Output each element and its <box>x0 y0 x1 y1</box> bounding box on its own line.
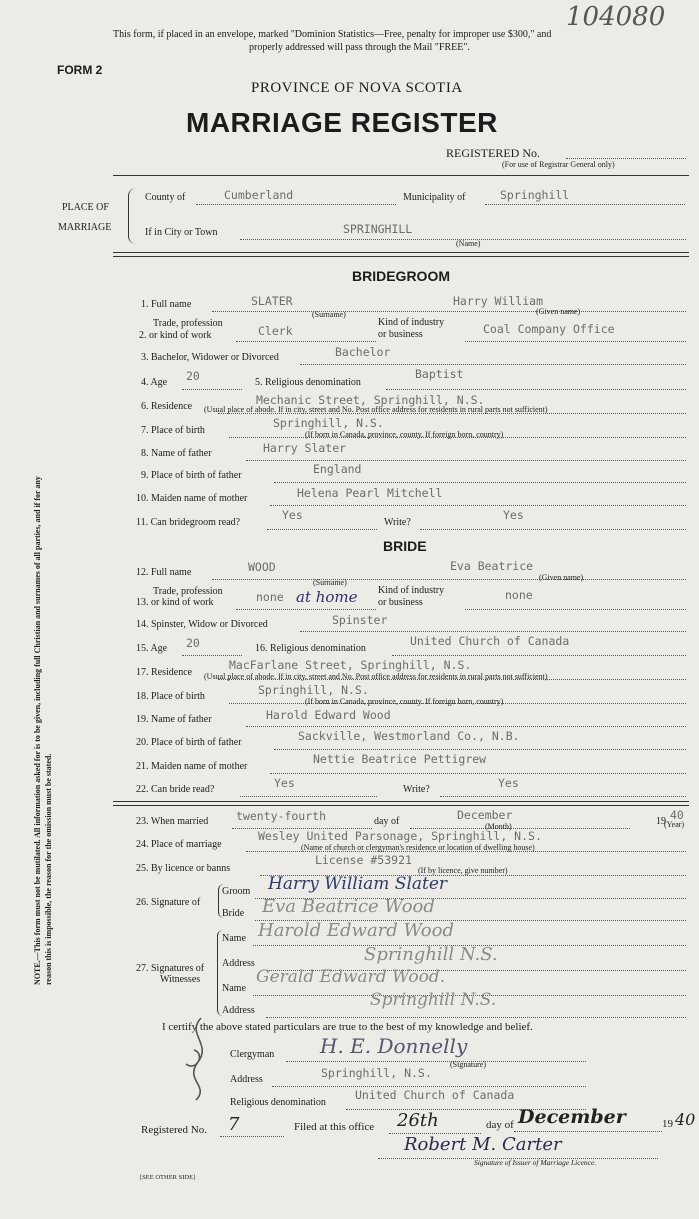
bride-residence-label: 17. Residence <box>136 667 193 678</box>
registered-value: 7 <box>228 1114 240 1135</box>
bride-trade-hand: at home <box>296 588 358 606</box>
groom-surname: SLATER <box>251 294 293 308</box>
groom-mother: Helena Pearl Mitchell <box>297 486 443 500</box>
county-value: Cumberland <box>224 188 294 202</box>
groom-write: Yes <box>503 508 524 522</box>
groom-father-birth-label: 9. Place of birth of father <box>141 470 242 481</box>
notice-line-1: This form, if placed in an envelope, marked "Dominion Statistics—Free, penalty for improper use $300," and <box>113 29 552 40</box>
when-married-label: 23. When married <box>136 816 209 827</box>
groom-trade: Clerk <box>258 324 293 338</box>
registered-no-line <box>566 158 686 159</box>
groom-father: Harry Slater <box>263 441 347 455</box>
stamp-number: 104080 <box>566 2 666 32</box>
groom-birthplace: Springhill, N.S. <box>273 416 384 430</box>
groom-father-label: 8. Name of father <box>141 448 212 459</box>
municipality-value: Springhill <box>500 188 570 202</box>
place-of-marriage-label: 24. Place of marriage <box>136 839 222 850</box>
bride-birthplace-label: 18. Place of birth <box>136 691 205 702</box>
groom-status: Bachelor <box>335 345 391 359</box>
groom-given-caption: (Given name) <box>536 307 581 316</box>
bride-industry-line <box>465 609 686 610</box>
groom-status-label: 3. Bachelor, Widower or Divorced <box>141 352 279 363</box>
groom-mother-line <box>270 505 686 506</box>
bride-trade-label-b: 13. or kind of work <box>136 597 214 608</box>
groom-age: 20 <box>186 369 200 383</box>
bride-given-name: Eva Beatrice <box>450 559 534 573</box>
bride-surname-caption: (Surname) <box>313 578 347 587</box>
clergy-address-label: Address <box>230 1074 263 1085</box>
clergyman-line <box>286 1061 586 1062</box>
groom-industry: Coal Company Office <box>483 322 615 336</box>
filed-label: Filed at this office <box>294 1121 375 1133</box>
bride-status-line <box>300 631 686 632</box>
clergyman-signature-caption: (Signature) <box>450 1060 486 1069</box>
municipality-label: Municipality of <box>403 192 466 203</box>
clergy-religion-label: Religious denomination <box>230 1097 326 1108</box>
place-label-2: MARRIAGE <box>58 222 112 233</box>
groom-industry-label-b: or business <box>378 329 423 340</box>
licence-caption: (If by licence, give number) <box>418 866 508 875</box>
city-value: SPRINGHILL <box>343 222 413 236</box>
groom-father-birth: England <box>313 462 362 476</box>
place-bottom-rule-1 <box>113 252 689 253</box>
bride-surname: WOOD <box>248 560 276 574</box>
bride-status-label: 14. Spinster, Widow or Divorced <box>136 619 268 630</box>
witness-signatures-label-b: Witnesses <box>160 974 201 985</box>
bride-fullname-line <box>212 579 686 580</box>
marriage-day: twenty-fourth <box>236 809 327 823</box>
page-title: MARRIAGE REGISTER <box>186 107 498 138</box>
registrar-note: (For use of Registrar General only) <box>502 160 615 169</box>
filed-day: 26th <box>397 1110 439 1131</box>
groom-age-line <box>182 389 242 390</box>
bride-write-line <box>440 796 686 797</box>
groom-read-line <box>267 529 377 530</box>
marriage-year-suffix: 40 <box>670 808 684 822</box>
bride-father: Harold Edward Wood <box>266 708 391 722</box>
clergyman-signature: H. E. Donnelly <box>320 1034 468 1058</box>
signature-of-label: 26. Signature of <box>136 897 201 908</box>
bride-bottom-rule-1 <box>113 801 689 802</box>
county-label: County of <box>145 192 186 203</box>
groom-residence-label: 6. Residence <box>141 401 193 412</box>
notice-line-2: properly addressed will pass through the Mail "FREE". <box>249 42 470 53</box>
day-of-label: day of <box>374 816 400 827</box>
groom-trade-label-a: Trade, profession <box>153 318 223 329</box>
bride-industry-label-b: or business <box>378 597 423 608</box>
bride-industry: none <box>505 588 533 602</box>
place-top-rule <box>113 175 689 176</box>
groom-industry-label-a: Kind of industry <box>378 317 445 328</box>
bride-sig-label: Bride <box>222 908 245 919</box>
bride-write: Yes <box>498 776 519 790</box>
groom-fullname-line <box>212 311 686 312</box>
bride-write-label: Write? <box>403 784 430 795</box>
witness1-name-label: Name <box>222 933 246 944</box>
bride-father-label: 19. Name of father <box>136 714 212 725</box>
groom-religion-line <box>386 389 686 390</box>
groom-industry-line <box>465 341 686 342</box>
groom-signature: Harry William Slater <box>268 874 448 894</box>
name-caption: (Name) <box>456 239 481 248</box>
bride-given-caption: (Given name) <box>539 573 584 582</box>
province-heading: PROVINCE OF NOVA SCOTIA <box>251 80 463 96</box>
witness1-address-label: Address <box>222 958 255 969</box>
bride-father-line <box>246 726 686 727</box>
filed-year-prefix: 19 <box>662 1118 673 1130</box>
licence-label: 25. By licence or banns <box>136 863 231 874</box>
bride-age-line <box>182 655 242 656</box>
county-line <box>196 204 396 205</box>
groom-age-label: 4. Age <box>141 377 168 388</box>
bride-residence: MacFarlane Street, Springhill, N.S. <box>229 658 472 672</box>
bride-religion: United Church of Canada <box>410 634 570 648</box>
municipality-line <box>485 204 685 205</box>
bride-residence-caption: (Usual place of abode. If in city, street and No. Post office address for residents in rural parts not sufficient) <box>204 672 548 681</box>
bride-status: Spinster <box>332 613 388 627</box>
bridegroom-heading: BRIDEGROOM <box>352 268 450 284</box>
filed-month: December <box>518 1106 626 1128</box>
city-label: If in City or Town <box>145 227 218 238</box>
bride-trade-label-a: Trade, profession <box>153 586 223 597</box>
sidebar-note: NOTE.—This form must not be mutilated. All information asked for is to be given, including full Christian and surnames of all parties, and if for any reason this is impossible, the reason for the omission must be stated. <box>33 476 53 985</box>
groom-birth-caption: (If born in Canada, province, county. If foreign born, country) <box>305 430 504 439</box>
groom-mother-label: 10. Maiden name of mother <box>136 493 248 504</box>
groom-status-line <box>300 364 686 365</box>
filed-day-of-label: day of <box>486 1119 514 1131</box>
place-brace <box>128 188 137 244</box>
bride-birth-caption: (If born in Canada, province, county. If foreign born, country) <box>305 697 504 706</box>
bride-father-birth-label: 20. Place of birth of father <box>136 737 242 748</box>
place-label-1: PLACE OF <box>62 202 109 213</box>
groom-residence: Mechanic Street, Springhill, N.S. <box>256 393 485 407</box>
groom-birthplace-label: 7. Place of birth <box>141 425 205 436</box>
bride-fullname-label: 12. Full name <box>136 567 192 578</box>
groom-sig-label: Groom <box>222 886 251 897</box>
flourish-mark <box>176 1014 226 1104</box>
groom-religion: Baptist <box>415 367 464 381</box>
clergy-address-line <box>272 1086 586 1087</box>
bride-religion-line <box>392 655 686 656</box>
witness2-name: Gerald Edward Wood. <box>256 967 446 987</box>
month-caption: (Month) <box>485 822 512 831</box>
registered-label: Registered No. <box>141 1124 207 1136</box>
groom-residence-caption: (Usual place of abode. If in city, street and No. Post office address for residents in rural parts not sufficient) <box>204 405 548 414</box>
bride-age: 20 <box>186 636 200 650</box>
groom-write-label: Write? <box>384 517 411 528</box>
marriage-place: Wesley United Parsonage, Springhill, N.S. <box>258 829 542 843</box>
groom-surname-caption: (Surname) <box>312 310 346 319</box>
groom-trade-label-b: 2. or kind of work <box>139 330 212 341</box>
bride-mother-label: 21. Maiden name of mother <box>136 761 248 772</box>
bride-father-birth: Sackville, Westmorland Co., N.B. <box>298 729 520 743</box>
groom-fullname-label: 1. Full name <box>141 299 192 310</box>
place-bottom-rule-2 <box>113 256 689 257</box>
bride-read: Yes <box>274 776 295 790</box>
marriage-year-prefix: 19 <box>656 816 666 827</box>
witness2-address: Springhill N.S. <box>370 990 497 1010</box>
groom-write-line <box>420 529 686 530</box>
bride-industry-label-a: Kind of industry <box>378 585 445 596</box>
groom-read-label: 11. Can bridegroom read? <box>136 517 241 528</box>
witness1-name: Harold Edward Wood <box>258 920 454 941</box>
groom-religion-label: 5. Religious denomination <box>255 377 361 388</box>
issuer-signature: Robert M. Carter <box>404 1134 562 1155</box>
bride-age-label: 15. Age <box>136 643 168 654</box>
bride-heading: BRIDE <box>383 538 427 554</box>
bride-read-label: 22. Can bride read? <box>136 784 215 795</box>
groom-read: Yes <box>282 508 303 522</box>
filed-month-line <box>514 1131 662 1132</box>
year-caption: (Year) <box>664 820 685 829</box>
clergy-religion: United Church of Canada <box>355 1088 515 1102</box>
clergyman-label: Clergyman <box>230 1049 275 1060</box>
bride-father-birth-line <box>274 749 686 750</box>
certification-text: I certify the above stated particulars are true to the best of my knowledge and belief. <box>162 1021 533 1033</box>
bride-trade-line <box>236 609 376 610</box>
bride-birthplace: Springhill, N.S. <box>258 683 369 697</box>
bride-mother: Nettie Beatrice Pettigrew <box>313 752 487 766</box>
witness-signatures-label-a: 27. Signatures of <box>136 963 205 974</box>
see-other-side: [SEE OTHER SIDE] <box>140 1174 196 1181</box>
groom-father-line <box>246 460 686 461</box>
registered-line <box>220 1136 284 1137</box>
registered-no-label: REGISTERED No. <box>446 146 540 160</box>
bride-religion-label: 16. Religious denomination <box>255 643 366 654</box>
groom-trade-line <box>236 341 376 342</box>
bride-bottom-rule-2 <box>113 805 689 806</box>
witness1-address: Springhill N.S. <box>364 944 498 965</box>
marriage-month: December <box>457 808 513 822</box>
bride-read-line <box>240 796 377 797</box>
witness2-address-label: Address <box>222 1005 255 1016</box>
bride-trade-typed: none <box>256 590 284 604</box>
issuer-caption: Signature of Issuer of Marriage Licence. <box>474 1158 597 1167</box>
filed-year-suffix: 40 <box>675 1110 696 1129</box>
witness2-address-line <box>266 1017 686 1018</box>
bride-signature: Eva Beatrice Wood <box>262 896 435 917</box>
bride-mother-line <box>270 773 686 774</box>
groom-given-name: Harry William <box>453 294 544 308</box>
marriage-place-caption: (Name of church or clergyman's residence or location of dwelling house) <box>301 843 535 852</box>
witness2-name-label: Name <box>222 983 246 994</box>
form-number: FORM 2 <box>57 63 103 77</box>
clergy-address: Springhill, N.S. <box>321 1066 432 1080</box>
groom-father-birth-line <box>274 482 686 483</box>
licence-number: License #53921 <box>315 853 412 867</box>
